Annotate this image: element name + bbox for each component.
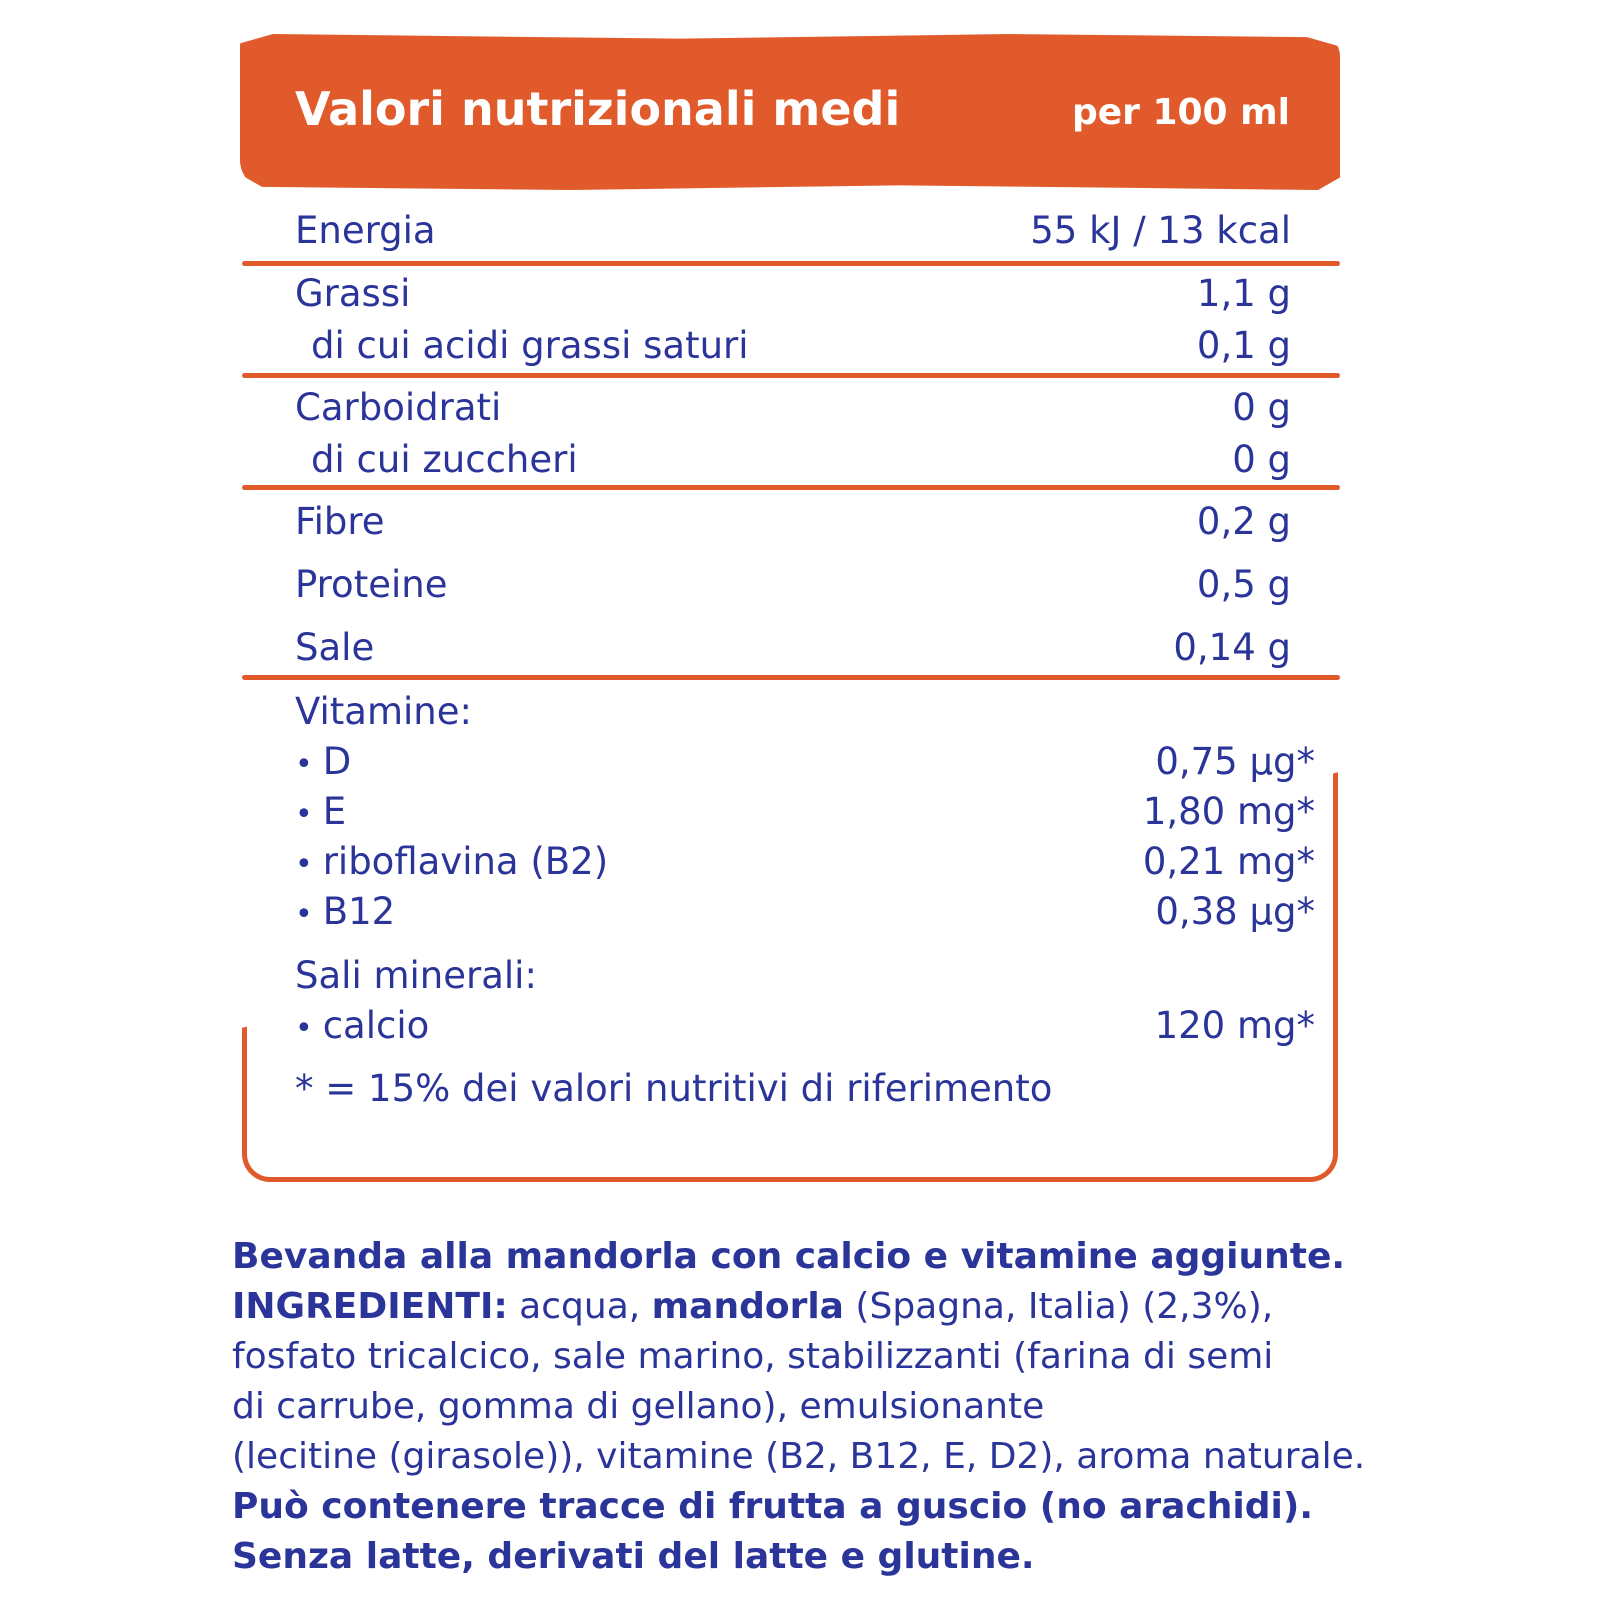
- table-unit: per 100 ml: [1071, 92, 1290, 133]
- row-label: Carboidrati: [295, 386, 502, 429]
- row-label: Grassi: [295, 272, 411, 315]
- product-description: Bevanda alla mandorla con calcio e vitamine aggiunte.: [232, 1236, 1346, 1277]
- mineral-name: calcio: [322, 1004, 430, 1047]
- bullet-icon: •: [295, 897, 313, 932]
- nutrition-row-sugars: [295, 434, 1291, 486]
- traces-warning: Può contenere tracce di frutta a guscio (no arachidi).: [232, 1486, 1314, 1527]
- row-value: 1,80 mg*: [1142, 790, 1315, 833]
- vitamin-row-b2: [295, 836, 1315, 888]
- footnote-row: [295, 1063, 1291, 1115]
- ingredients-line-2: fosfato tricalcico, sale marino, stabilizzanti (farina di semi: [232, 1336, 1274, 1377]
- row-label: [295, 886, 395, 938]
- nutrition-row-carbs: [295, 382, 1291, 434]
- row-label: [295, 1000, 429, 1052]
- vitamin-name: B12: [322, 890, 396, 933]
- allergen-almond: mandorla: [651, 1286, 844, 1327]
- bullet-icon: •: [295, 797, 313, 832]
- row-value: 1,1 g: [1196, 272, 1291, 315]
- mineral-row-calcium: [295, 1000, 1315, 1052]
- divider: [242, 485, 1340, 490]
- vitamin-name: D: [322, 740, 352, 783]
- row-value: 0,1 g: [1196, 324, 1291, 367]
- footnote: * = 15% dei valori nutritivi di riferimento: [295, 1067, 1053, 1110]
- vitamins-heading: Vitamine:: [295, 690, 472, 733]
- bullet-icon: •: [295, 747, 313, 782]
- ingredients-block: [232, 1232, 1392, 1582]
- row-label: Sale: [295, 626, 375, 669]
- bullet-icon: •: [295, 1011, 313, 1046]
- nutrition-row-fat: [295, 268, 1291, 320]
- ingredients-line-4: (lecitine (girasole)), vitamine (B2, B12, E, D2), aroma naturale.: [232, 1436, 1366, 1477]
- row-value: 120 mg*: [1154, 1004, 1315, 1047]
- vitamin-row-b12: [295, 886, 1315, 938]
- row-label: [295, 736, 351, 788]
- nutrition-row-fibre: [295, 496, 1291, 548]
- ingredients-text: (Spagna, Italia) (2,3%),: [843, 1286, 1274, 1327]
- nutrition-row-saturated: [295, 320, 1291, 372]
- vitamins-heading-row: [295, 686, 1291, 738]
- vitamin-row-e: [295, 786, 1315, 838]
- row-value: 0,5 g: [1196, 563, 1291, 606]
- vitamin-name: E: [322, 790, 347, 833]
- row-label: [295, 786, 346, 838]
- row-value: 0,38 µg*: [1155, 890, 1315, 933]
- row-label: Energia: [295, 209, 436, 252]
- ingredients-label: INGREDIENTI:: [232, 1286, 508, 1327]
- row-value: 0,75 µg*: [1155, 740, 1315, 783]
- row-value: 0 g: [1232, 438, 1291, 481]
- row-label: Proteine: [295, 563, 448, 606]
- row-value: 0,21 mg*: [1142, 840, 1315, 883]
- row-value: 0 g: [1232, 386, 1291, 429]
- row-value: 0,2 g: [1196, 500, 1291, 543]
- divider: [242, 261, 1340, 266]
- table-title: Valori nutrizionali medi: [295, 82, 901, 136]
- row-value: 0,14 g: [1173, 626, 1291, 669]
- ingredients-line-3: di carrube, gomma di gellano), emulsionante: [232, 1386, 1045, 1427]
- minerals-heading-row: [295, 950, 1291, 1002]
- divider: [242, 373, 1340, 378]
- vitamin-name: riboflavina (B2): [322, 840, 609, 883]
- nutrition-row-energy: [295, 205, 1291, 257]
- divider: [242, 675, 1340, 680]
- nutrition-row-salt: [295, 622, 1291, 674]
- ingredients-line-1: [232, 1282, 1392, 1332]
- ingredients-text: acqua,: [507, 1286, 652, 1327]
- vitamin-row-d: [295, 736, 1315, 788]
- nutrition-row-protein: [295, 559, 1291, 611]
- row-label: di cui zuccheri: [311, 438, 578, 481]
- row-label: Fibre: [295, 500, 385, 543]
- row-value: 55 kJ / 13 kcal: [1030, 209, 1291, 252]
- row-label: di cui acidi grassi saturi: [311, 324, 749, 367]
- free-from-statement: Senza latte, derivati del latte e glutine.: [232, 1536, 1035, 1577]
- minerals-heading: Sali minerali:: [295, 954, 537, 997]
- row-label: [295, 836, 608, 888]
- bullet-icon: •: [295, 847, 313, 882]
